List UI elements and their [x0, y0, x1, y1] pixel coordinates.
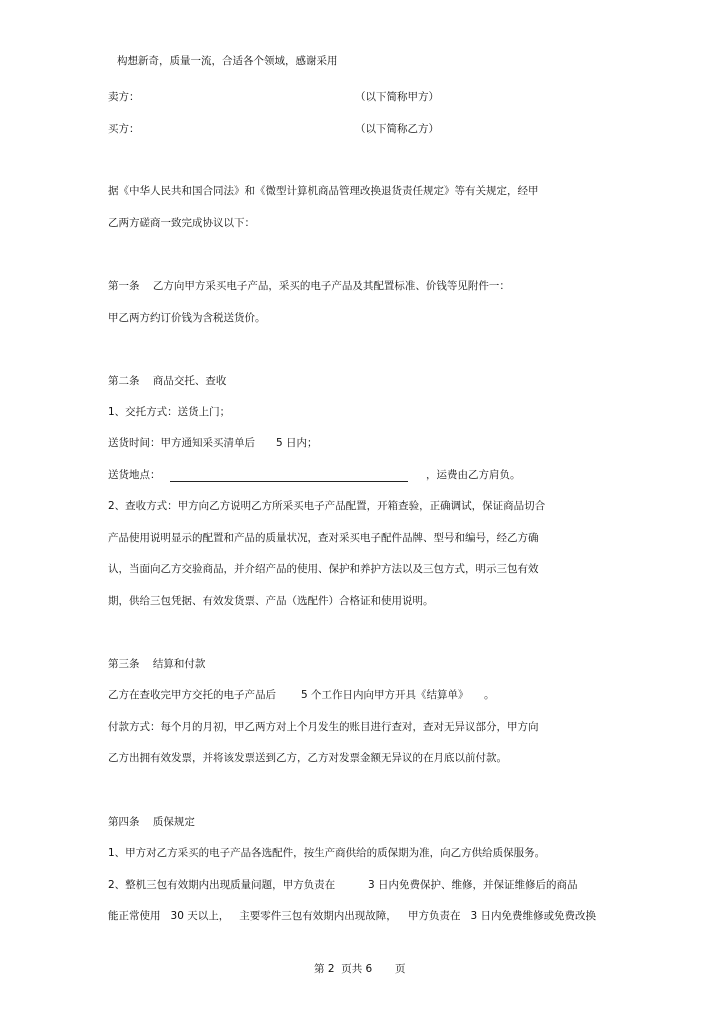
article-2-item-2-line-3: 认，当面向乙方交验商品，并介绍产品的使用、保护和养护方法以及三包方式，明示三包有效 — [108, 563, 539, 575]
seller-label: 卖方： — [108, 91, 140, 103]
article-3-line-1-prefix: 乙方在查收完甲方交托的电子产品后 — [108, 689, 276, 701]
article-3-line-1-mid: 5 个工作日内向甲方开具《结算单》 — [301, 689, 469, 701]
article-4-item-1: 1、甲方对乙方采买的电子产品各选配件，按生产商供给的质保期为准，向乙方供给质保服务。 — [108, 847, 546, 859]
article-4-item-2-prefix: 2、整机三包有效期内出现质量问题，甲方负责在 — [108, 879, 336, 891]
delivery-place-label: 送货地点： — [108, 469, 161, 481]
article-1-title: 第一条 乙方向甲方采买电子产品，采买的电子产品及其配置标准、价钱等见附件一： — [108, 280, 510, 292]
article-2-item-2-line-4: 期，供给三包凭据、有效发货票、产品（选配件）合格证和使用说明。 — [108, 595, 434, 607]
article-4-title: 第四条 质保规定 — [108, 816, 195, 828]
article-2-title: 第二条 商品交托、查收 — [108, 375, 227, 387]
buyer-label: 买方： — [108, 123, 140, 135]
page-number-prefix: 第 2 页共 6 — [314, 963, 373, 975]
article-2-item-1: 1、交托方式：送货上门； — [108, 406, 231, 418]
delivery-time-prefix: 送货时间：甲方通知采买清单后 — [108, 437, 255, 449]
preamble-line-1: 据《中华人民共和国合同法》和《微型计算机商品管理改换退货责任规定》等有关规定，经甲 — [108, 185, 539, 197]
seller-note: （以下简称甲方） — [355, 91, 439, 103]
article-2-item-2-line-1: 2、查收方式：甲方向乙方说明乙方所采买电子产品配置，开箱查验，正确调试，保证商品切合 — [108, 500, 546, 512]
buyer-note: （以下简称乙方） — [355, 123, 439, 135]
article-2-item-2-line-2: 产品使用说明显示的配置和产品的质量状况，查对采买电子配件品牌、型号和编号，经乙方确 — [108, 532, 539, 544]
article-3-line-3: 乙方出拥有效发票，并将该发票送到乙方，乙方对发票金额无异议的在月底以前付款。 — [108, 752, 507, 764]
slogan: 构想新奇，质量一流，合适各个领域，感谢采用 — [117, 55, 338, 67]
article-3-title: 第三条 结算和付款 — [108, 658, 206, 670]
article-3-line-2: 付款方式：每个月的月初，甲乙两方对上个月发生的账目进行查对，查对无异议部分，甲方向 — [108, 721, 539, 733]
article-3-line-1-end: 。 — [484, 689, 495, 701]
delivery-place-suffix: ，运费由乙方肩负。 — [426, 469, 521, 481]
article-4-item-3-b: 甲方负责在 3 日内免费维修或免费改换 — [408, 910, 597, 922]
delivery-time-days: 5 日内； — [276, 437, 318, 449]
delivery-place-blank — [170, 481, 408, 482]
article-1-line-2: 甲乙两方约订价钱为含税送货价。 — [108, 312, 266, 324]
page-number-suffix: 页 — [395, 963, 406, 975]
preamble-line-2: 乙两方磋商一致完成协议以下： — [108, 217, 255, 229]
article-4-item-2-suffix: 3 日内免费保护、维修，并保证维修后的商品 — [368, 879, 578, 891]
article-4-item-3-a: 能正常使用 30 天以上， 主要零件三包有效期内出现故障， — [108, 910, 397, 922]
